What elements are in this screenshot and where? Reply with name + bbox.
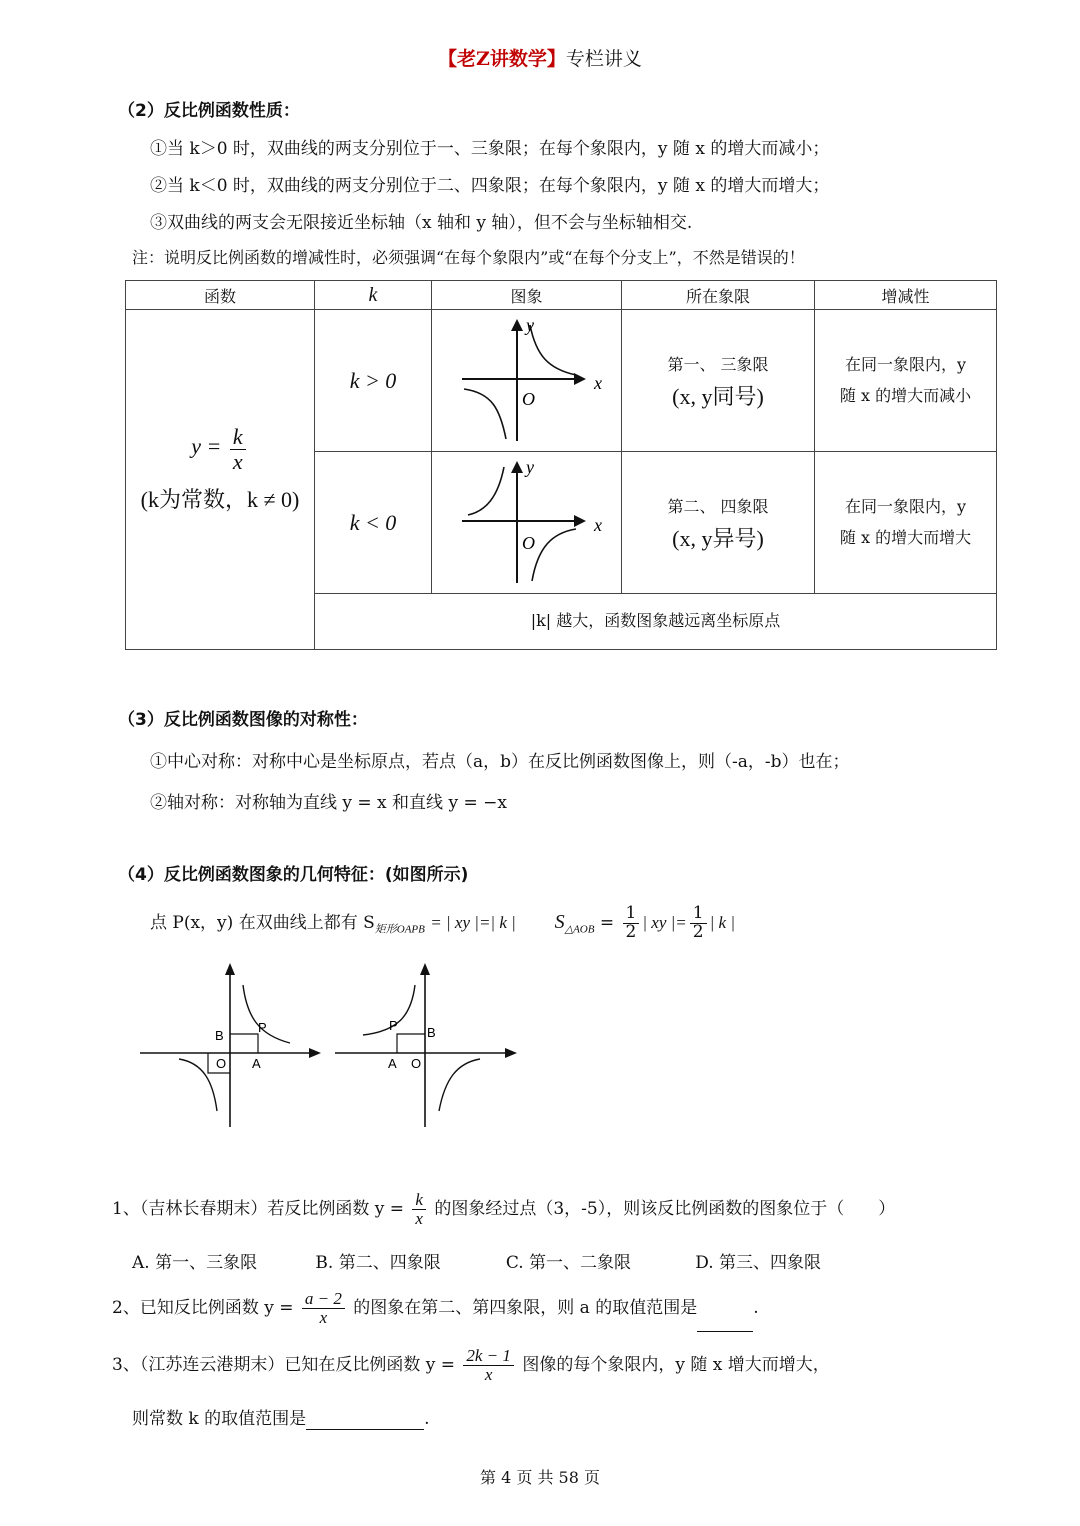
question-3 xyxy=(112,1342,830,1388)
half-num-2: 1 xyxy=(690,905,707,924)
graph-k-negative xyxy=(432,452,622,594)
fig2-rectangle xyxy=(397,1034,425,1053)
y-axis-arrow xyxy=(511,461,523,473)
question-1 xyxy=(112,1186,895,1232)
header-graph: 图象 xyxy=(432,281,622,310)
fig1-y-arrow xyxy=(225,963,235,975)
q2-end: . xyxy=(753,1298,759,1318)
q3-end: . xyxy=(424,1409,430,1429)
hyperbola-branch-q4 xyxy=(532,529,576,581)
header-monotonicity: 增减性 xyxy=(815,281,997,310)
formula1-rhs: = | xy |=| k | xyxy=(430,913,516,932)
q2-num: a − 2 xyxy=(302,1290,345,1309)
properties-table xyxy=(125,280,997,650)
fig1-rectangle xyxy=(230,1034,258,1053)
mono-text-1: 在同一象限内，y xyxy=(844,497,967,517)
q1-pre: 1、（吉林长春期末）若反比例函数 y = xyxy=(112,1199,404,1219)
function-lhs: y = xyxy=(191,434,222,460)
formula2-eq: = xyxy=(599,913,615,933)
k-positive: k > 0 xyxy=(315,310,432,452)
q1-den: x xyxy=(415,1209,423,1228)
header-quadrant: 所在象限 xyxy=(622,281,815,310)
graph-negative-svg xyxy=(452,455,602,585)
q3-line2: 则常数 k 的取值范围是 xyxy=(132,1409,307,1429)
graph-positive-svg xyxy=(452,313,602,443)
q1-post: 的图象经过点（3，-5），则该反比例函数的图象位于（ ） xyxy=(434,1199,896,1219)
mono-text-2: 随 x 的增大而增大 xyxy=(839,527,972,547)
fig1-label-b: B xyxy=(215,1028,224,1043)
table-footer: |k| 越大，函数图象越远离坐标原点 xyxy=(315,594,997,650)
origin-label: O xyxy=(521,533,535,553)
x-axis-arrow xyxy=(574,515,586,527)
half-den-2: 2 xyxy=(692,922,704,942)
section2-item-2: ②当 k＜0 时，双曲线的两支分别位于二、四象限；在每个象限内，y 随 x 的增大而增大； xyxy=(150,176,830,196)
function-num: k xyxy=(230,425,246,449)
q2-answer-blank[interactable] xyxy=(697,1285,753,1332)
mono-k-negative xyxy=(815,452,997,594)
graph-k-positive xyxy=(432,310,622,452)
q2-pre: 2、已知反比例函数 y = xyxy=(112,1298,294,1318)
y-axis-arrow xyxy=(511,319,523,331)
fig2-label-b: B xyxy=(427,1025,436,1040)
header-suffix: 专栏讲义 xyxy=(565,48,642,70)
origin-label: O xyxy=(521,389,535,409)
header-k: k xyxy=(315,281,432,310)
q3-answer-blank[interactable] xyxy=(306,1409,424,1430)
x-label: x xyxy=(593,515,602,535)
table-row xyxy=(126,310,997,452)
q3-pre: 3、（江苏连云港期末）已知在反比例函数 y = xyxy=(112,1355,455,1375)
formula2-lhs: S xyxy=(554,911,565,933)
mono-text-2: 随 x 的增大而减小 xyxy=(839,385,972,405)
q1-option-b: B. 第二、四象限 xyxy=(315,1253,441,1273)
hyperbola-branch-q2 xyxy=(468,467,504,515)
section2-note: 注：说明反比例函数的增减性时，必须强调“在每个象限内”或“在每个分支上”，不然是错误的！ xyxy=(132,248,805,267)
formula1-text: 点 P(x，y) 在双曲线上都有 S xyxy=(150,913,375,933)
fig2-label-a: A xyxy=(388,1056,397,1071)
q1-option-a: A. 第一、三象限 xyxy=(132,1253,258,1273)
fig2-x-arrow xyxy=(505,1048,517,1058)
y-label: y xyxy=(525,315,534,335)
hyperbola-branch-q3 xyxy=(464,389,506,439)
formula2-sub: △AOB xyxy=(564,923,595,936)
section3-title: （3）反比例函数图像的对称性： xyxy=(118,710,368,730)
fig2-branch-q4 xyxy=(439,1059,480,1111)
section2-title: （2）反比例函数性质： xyxy=(118,101,300,121)
section3-item-1: ①中心对称：对称中心是坐标原点，若点（a，b）在反比例函数图像上，则（-a，-b）也在； xyxy=(150,752,850,772)
fig1-label-p: P xyxy=(258,1020,267,1035)
section2-item-3: ③双曲线的两支会无限接近坐标轴（x 轴和 y 轴），但不会与坐标轴相交. xyxy=(150,213,693,233)
page-footer: 第 4 页 共 58 页 xyxy=(480,1468,600,1487)
q3-post: 图像的每个象限内，y 随 x 增大而增大， xyxy=(522,1355,830,1375)
function-cell xyxy=(126,310,315,650)
quadrant-k-negative xyxy=(622,452,815,594)
question-3-line2 xyxy=(132,1404,430,1430)
geometry-figures xyxy=(135,955,535,1135)
x-label: x xyxy=(593,373,602,393)
quadrant-text-1: 第二、 四象限 xyxy=(667,496,769,516)
q1-option-d: D. 第三、四象限 xyxy=(695,1253,822,1273)
fig2-label-o: O xyxy=(411,1056,422,1071)
q2-den: x xyxy=(319,1308,328,1327)
section2-item-1: ①当 k＞0 时，双曲线的两支分别位于一、三象限；在每个象限内，y 随 x 的增大而减小； xyxy=(150,139,830,159)
function-den: x xyxy=(232,448,243,474)
quadrant-text-2: (x, y同号) xyxy=(672,384,764,410)
q1-option-c: C. 第一、二象限 xyxy=(505,1253,632,1273)
half-den-1: 2 xyxy=(625,922,637,942)
quadrant-text-1: 第一、 三象限 xyxy=(667,354,769,374)
quadrant-text-2: (x, y异号) xyxy=(672,526,764,552)
fig1-branch-q3 xyxy=(179,1059,217,1111)
q2-post: 的图象在第二、第四象限，则 a 的取值范围是 xyxy=(353,1298,698,1318)
header-brand: 【老Z讲数学】 xyxy=(438,48,566,70)
mono-k-positive xyxy=(815,310,997,452)
section4-formula xyxy=(150,902,735,949)
function-condition: (k为常数，k ≠ 0) xyxy=(140,486,300,512)
q3-den: x xyxy=(484,1365,493,1384)
y-label: y xyxy=(525,457,534,477)
function-formula xyxy=(126,425,314,472)
q1-num: k xyxy=(412,1191,426,1210)
formula2-mid: | xy |= xyxy=(642,913,687,932)
formula2-end: | k | xyxy=(709,913,736,932)
fig1-x-arrow xyxy=(309,1048,321,1058)
fig1-label-a: A xyxy=(252,1056,261,1071)
q1-options xyxy=(132,1248,821,1273)
page-header xyxy=(0,44,1080,71)
mono-text-1: 在同一象限内，y xyxy=(844,355,967,375)
half-num-1: 1 xyxy=(623,905,640,924)
fig2-label-p: P xyxy=(389,1018,398,1033)
fig2-y-arrow xyxy=(420,963,430,975)
quadrant-k-positive xyxy=(622,310,815,452)
section3-item-2: ②轴对称：对称轴为直线 y = x 和直线 y = −x xyxy=(150,793,507,813)
formula1-sub: 矩形OAPB xyxy=(374,923,425,936)
header-function: 函数 xyxy=(126,281,315,310)
table-header-row xyxy=(126,281,997,310)
k-negative: k < 0 xyxy=(315,452,432,594)
question-2 xyxy=(112,1285,759,1332)
hyperbola-branch-q1 xyxy=(530,325,576,375)
section4-title: （4）反比例函数图象的几何特征：(如图所示) xyxy=(118,865,469,885)
q3-num: 2k − 1 xyxy=(463,1347,514,1366)
fig1-label-o: O xyxy=(216,1056,227,1071)
